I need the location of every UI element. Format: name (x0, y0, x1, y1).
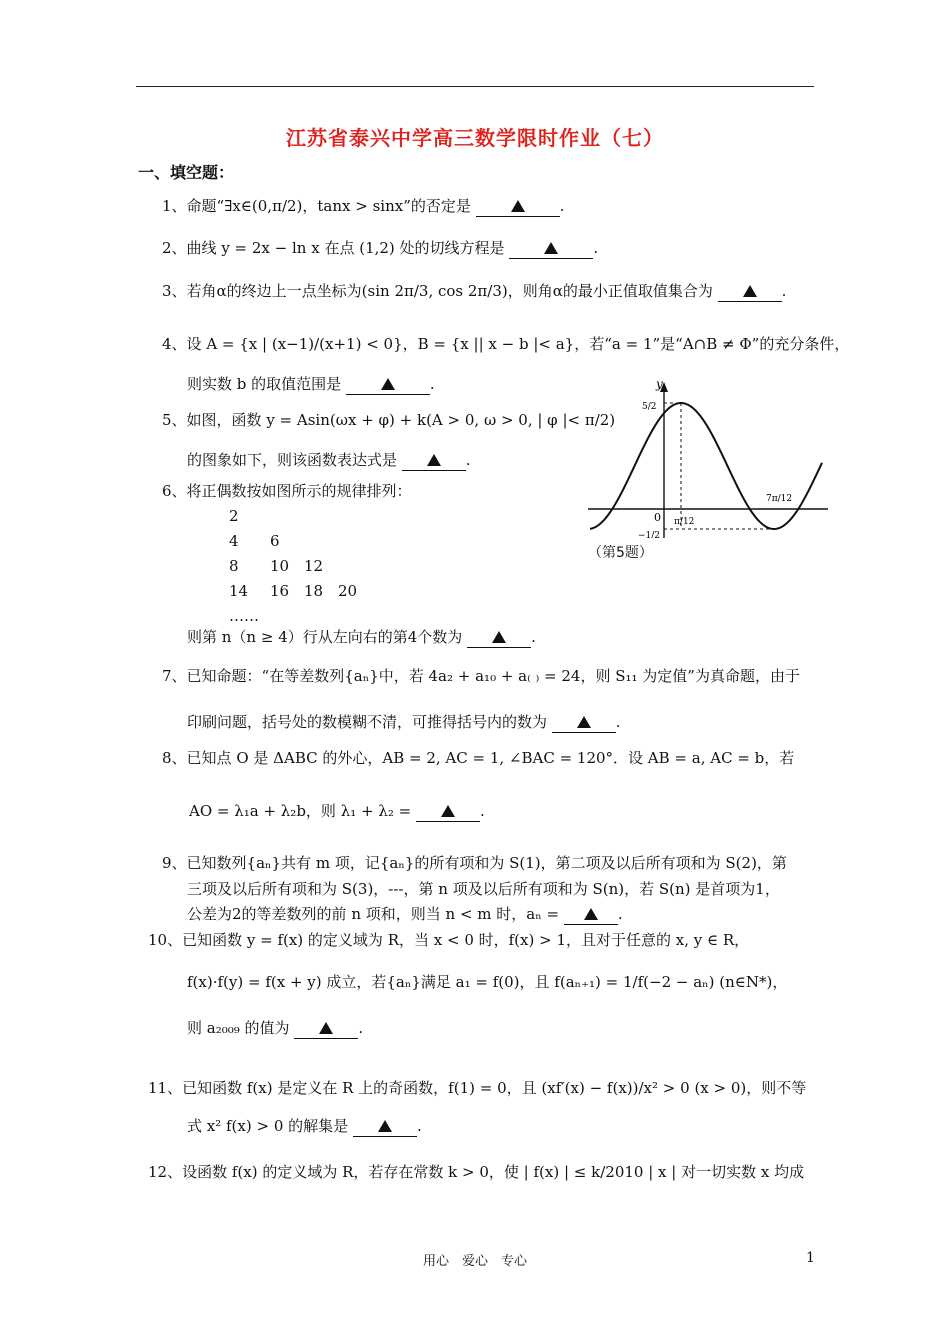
problem-9-cont-1: 三项及以后所有项和为 S(3)，---，第 n 项及以后所有项和为 S(n)，若 S(n) 是首项为1， (187, 880, 780, 898)
header-rule (136, 86, 814, 87)
triangle-icon (544, 242, 558, 254)
problem-8-cont: AO = λ₁a + λ₂b，则 λ₁ + λ₂ = . (189, 802, 485, 820)
triangle-number: 18 (304, 582, 324, 600)
triangle-icon (441, 805, 455, 817)
problem-9-cont-2: 公差为2的等差数列的前 n 项和，则当 n < m 时，aₙ = . (187, 905, 623, 923)
answer-blank (467, 627, 531, 648)
sine-graph-figure (586, 378, 830, 538)
answer-blank (402, 450, 466, 471)
triangle-number: 16 (270, 582, 290, 600)
answer-blank (346, 374, 430, 395)
section-heading: 一、填空题： (138, 163, 235, 182)
seven-pi-over-12-label: 7π/12 (766, 494, 793, 504)
problem-9: 9、已知数列{aₙ}共有 m 项，记{aₙ}的所有项和为 S(1)，第二项及以后所有项和为 S(2)，第 (162, 854, 787, 872)
triangle-number: 4 (229, 532, 239, 550)
min-value-label: −1/2 (638, 531, 661, 538)
problem-6: 6、将正偶数按如图所示的规律排列： (162, 482, 412, 500)
page-title: 江苏省泰兴中学高三数学限时作业（七） (286, 126, 664, 150)
problem-5: 5、如图，函数 y = Asin(ωx + φ) + k(A > 0, ω > 0, | φ |< π/2) (162, 411, 616, 429)
origin-label: 0 (654, 511, 661, 524)
answer-blank (476, 196, 560, 217)
answer-blank (509, 238, 593, 259)
triangle-number: 8 (229, 557, 239, 575)
answer-blank (552, 712, 616, 733)
triangle-icon (511, 200, 525, 212)
problem-7: 7、已知命题：“在等差数列{aₙ}中，若 4a₂ + a₁₀ + a₍ ₎ = 24，则 S₁₁ 为定值”为真命题，由于 (162, 667, 800, 685)
answer-blank (718, 281, 782, 302)
problem-11-cont: 式 x² f(x) > 0 的解集是 . (187, 1117, 422, 1135)
triangle-icon (743, 285, 757, 297)
problem-10: 10、已知函数 y = f(x) 的定义域为 R，当 x < 0 时，f(x) > 1，且对于任意的 x, y ∈ R， (148, 931, 750, 949)
answer-blank (564, 904, 618, 925)
problem-12: 12、设函数 f(x) 的定义域为 R，若存在常数 k > 0，使 | f(x) | ≤ k/2010 | x | 对一切实数 x 均成 (148, 1163, 805, 1181)
problem-3: 3、若角α的终边上一点坐标为(sin 2π/3, cos 2π/3)，则角α的最小正值取值集合为 . (162, 282, 787, 300)
problem-5-cont: 的图象如下，则该函数表达式是 . (187, 451, 471, 469)
problem-2: 2、曲线 y = 2x − ln x 在点 (1,2) 处的切线方程是 . (162, 239, 599, 257)
triangle-icon (427, 454, 441, 466)
page-number: 1 (806, 1250, 815, 1266)
triangle-number: 10 (270, 557, 290, 575)
problem-4-cont: 则实数 b 的取值范围是 . (187, 375, 435, 393)
triangle-icon (577, 716, 591, 728)
problem-8: 8、已知点 O 是 ΔABC 的外心，AB = 2, AC = 1, ∠BAC = 120°．设 AB = a, AC = b，若 (162, 749, 795, 767)
max-value-label: 5/2 (642, 402, 657, 412)
triangle-icon (378, 1120, 392, 1132)
problem-11: 11、已知函数 f(x) 是定义在 R 上的奇函数，f(1) = 0，且 (xf′(x) − f(x))/x² > 0 (x > 0)，则不等 (148, 1079, 807, 1097)
y-axis-label: y (656, 378, 663, 391)
triangle-icon (584, 908, 598, 920)
triangle-icon (319, 1022, 333, 1034)
answer-blank (416, 801, 480, 822)
triangle-number: 14 (229, 582, 249, 600)
figure-caption: （第5题） (588, 545, 653, 561)
answer-blank (294, 1018, 358, 1039)
triangle-number: …… (229, 607, 259, 625)
page-footer: 用心 爱心 专心 (422, 1254, 527, 1269)
triangle-number: 2 (229, 507, 239, 525)
triangle-number: 20 (338, 582, 358, 600)
triangle-number: 12 (304, 557, 324, 575)
problem-6-question: 则第 n（n ≥ 4）行从左向右的第4个数为 . (187, 628, 536, 646)
problem-10-cont-2: 则 a₂₀₀₉ 的值为 . (187, 1019, 364, 1037)
problem-1: 1、命题“∃x∈(0,π/2)，tanx > sinx”的否定是 . (162, 197, 565, 215)
problem-10-cont-1: f(x)·f(y) = f(x + y) 成立，若{aₙ}满足 a₁ = f(0)，且 f(aₙ₊₁) = 1/f(−2 − aₙ) (n∈N*)， (187, 973, 788, 991)
triangle-number: 6 (270, 532, 280, 550)
pi-over-12-label: π/12 (674, 517, 695, 527)
answer-blank (353, 1116, 417, 1137)
triangle-icon (492, 631, 506, 643)
problem-4: 4、设 A = {x | (x−1)/(x+1) < 0}，B = {x || x − b |< a}，若“a = 1”是“A∩B ≠ Φ”的充分条件， (162, 335, 850, 353)
problem-7-cont: 印刷问题，括号处的数模糊不清，可推得括号内的数为 . (187, 713, 621, 731)
triangle-icon (381, 378, 395, 390)
sine-curve (590, 403, 822, 529)
